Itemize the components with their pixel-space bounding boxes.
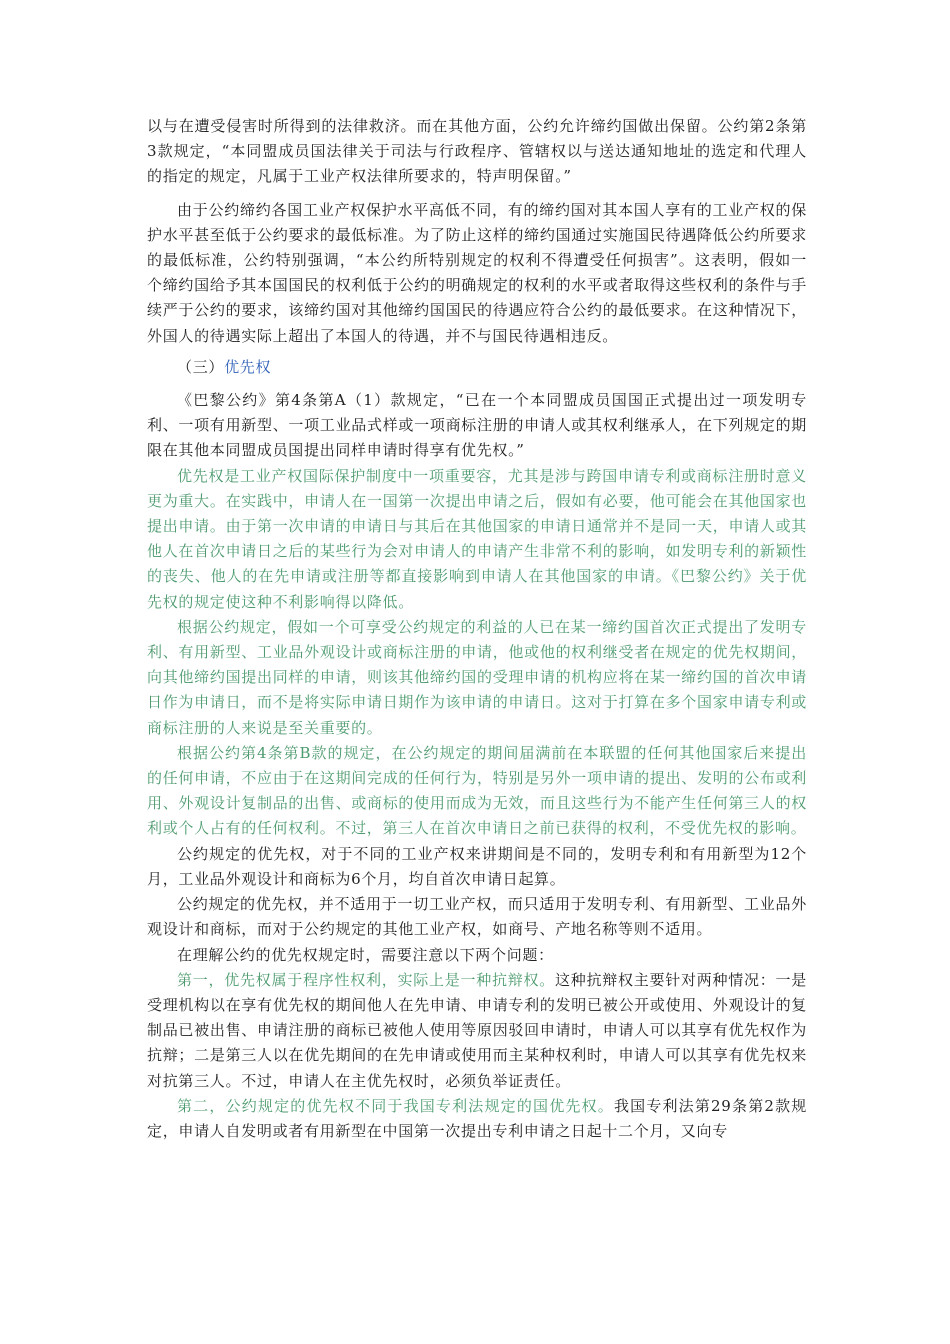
second-issue-lead: 第二，公约规定的优先权不同于我国专利法规定的国优先权。 xyxy=(177,1096,614,1115)
first-issue-body: 这种抗辩权主要针对两种情况：一是受理机构以在享有优先权的期间他人在先申请、申请专利的发明已被公开或使用、外观设计的复制品已被出售、申请注册的商标已被他人使用等原因驳回申请时，申请人可以其享有优先权作为抗辩；二是第三人以在优先期间的在先申请或使用而主某种权利时，申请人可以其享有优先权来对抗第三人。不过，申请人在主优先权时，必须负举证责任。 xyxy=(147,970,807,1090)
second-issue-body: 我国专利法第29条第2款规定，申请人自发明或者有用新型在中国第一次提出专利申请之日起十二个月，又向专 xyxy=(147,1096,807,1140)
paragraph-priority-importance: 优先权是工业产权国际保护制度中一项重要容，尤其是涉与跨国申请专利或商标注册时意义更为重大。在实践中，申请人在一国第一次提出申请之后，假如有必要，他可能会在其他国家也提出申请。由于第一次申请的申请日与其后在其他国家的申请日通常并不是同一天，申请人或其他人在首次申请日之后的某些行为会对申请人的申请产生非常不利的影响，如发明专利的新颖性的丧失、他人的在先申请或注册等都直接影响到申请人在其他国家的申请。《巴黎公约》关于优先权的规定使这种不利影响得以降低。 xyxy=(147,466,807,611)
section-heading-title: 优先权 xyxy=(224,357,272,376)
first-issue-lead: 第一，优先权属于程序性权利，实际上是一种抗辩权。 xyxy=(177,970,556,989)
paragraph-priority-period: 公约规定的优先权，对于不同的工业产权来讲期间是不同的，发明专利和有用新型为12个月，工业品外观设计和商标为6个月，均自首次申请日起算。 xyxy=(147,844,807,888)
paragraph-second-issue xyxy=(147,1094,807,1144)
document-body xyxy=(147,114,807,1144)
paragraph-reservation: 以与在遭受侵害时所得到的法律救济。而在其他方面，公约允许缔约国做出保留。公约第2条第3款规定，“本同盟成员国法律关于司法与行政程序、管辖权以与送达通知地址的选定和代理人的指定的规定，凡属于工业产权法律所要求的，特声明保留。” xyxy=(147,117,807,186)
paragraph-priority-rule: 根据公约规定，假如一个可享受公约规定的利益的人已在某一缔约国首次正式提出了发明专利、有用新型、工业品外观设计或商标注册的申请，他或他的权利继受者在规定的优先权期间，向其他缔约国提出同样的申请，则该其他缔约国的受理申请的机构应将在某一缔约国的首次申请日作为申请日，而不是将实际申请日期作为该申请的申请日。这对于打算在多个国家申请专利或商标注册的人来说是至关重要的。 xyxy=(147,617,807,737)
paragraph-priority-scope: 公约规定的优先权，并不适用于一切工业产权，而只适用于发明专利、有用新型、工业品外观设计和商标，而对于公约规定的其他工业产权，如商号、产地名称等则不适用。 xyxy=(147,895,807,939)
paragraph-two-issues: 在理解公约的优先权规定时，需要注意以下两个问题： xyxy=(177,945,554,964)
paragraph-first-issue xyxy=(147,968,807,1094)
paragraph-minimum-standard: 由于公约缔约各国工业产权保护水平高低不同，有的缔约国对其本国人享有的工业产权的保护水平甚至低于公约要求的最低标准。为了防止这样的缔约国通过实施国民待遇降低公约所要求的最低标准，公约特别强调，“本公约所特别规定的权利不得遭受任何损害”。这表明，假如一个缔约国给予其本国国民的权利低于公约的明确规定的权利的水平或者取得这些权利的条件与手续严于公约的要求，该缔约国对其他缔约国国民的待遇应符合公约的最低要求。在这种情况下，外国人的待遇实际上超出了本国人的待遇，并不与国民待遇相违反。 xyxy=(147,200,807,345)
paragraph-article-4b: 根据公约第4条第B款的规定，在公约规定的期间届满前在本联盟的任何其他国家后来提出的任何申请，不应由于在这期间完成的任何行为，特别是另外一项申请的提出、发明的公布或利用、外观设计复制品的出售、或商标的使用而成为无效，而且这些行为不能产生任何第三人的权利或个人占有的任何权利。不过，第三人在首次申请日之前已获得的权利，不受优先权的影响。 xyxy=(147,743,807,838)
section-heading-number: （三） xyxy=(177,357,225,376)
section-heading xyxy=(147,355,807,380)
paragraph-article-4a: 《巴黎公约》第4条第A（1）款规定，“已在一个本同盟成员国国正式提出过一项发明专利、一项有用新型、一项工业品式样或一项商标注册的申请人或其权利继承人，在下列规定的期限在其他本同盟成员国提出同样申请时得享有优先权。” xyxy=(147,391,807,460)
